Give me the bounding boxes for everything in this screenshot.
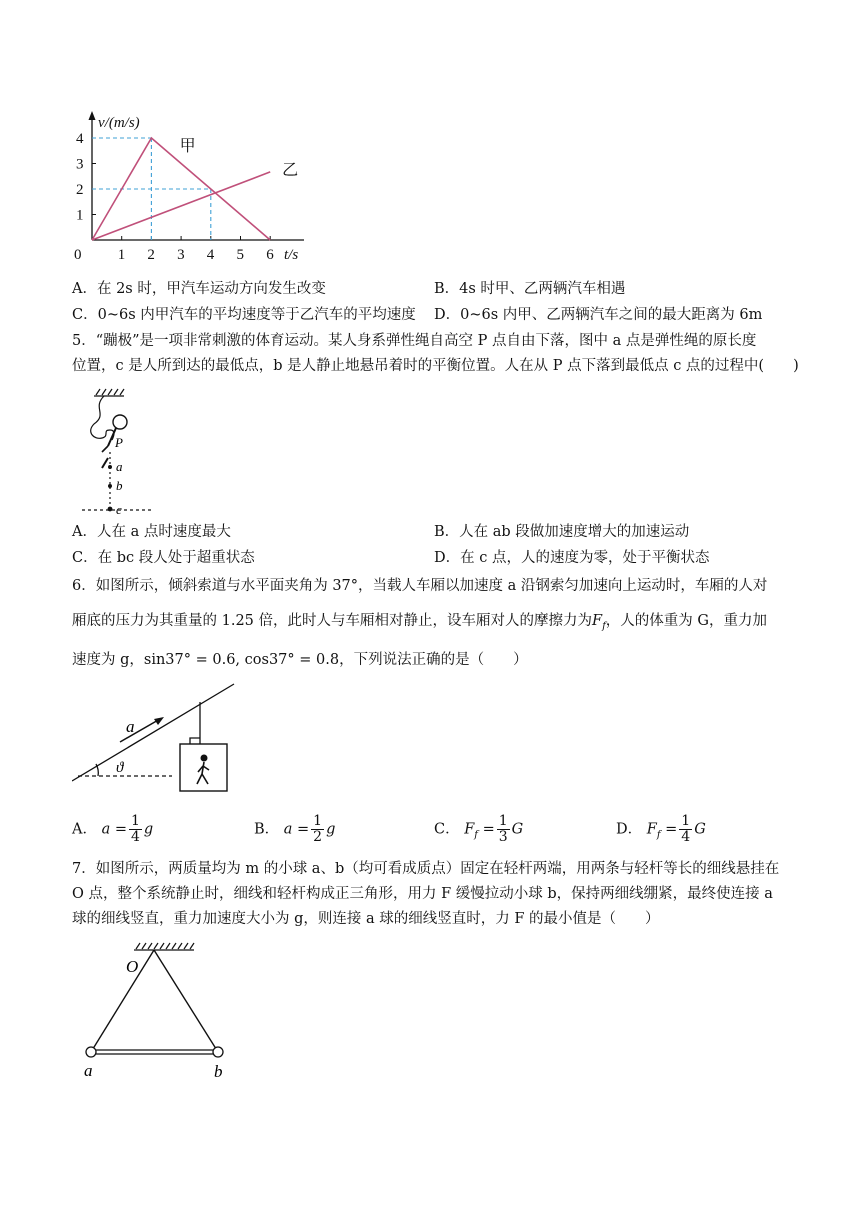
q6-option-d: D． $F_f$ = $\frac{1}{4}$ G — [616, 813, 706, 845]
triangle-figure — [76, 940, 236, 1082]
x-tick-label-4: 4 — [206, 247, 215, 263]
label-a: a — [84, 1061, 93, 1080]
series-label-jia: 甲 — [179, 137, 196, 155]
y-tick-label-1: 1 — [76, 207, 84, 224]
q7-stem-line1: 7．如图所示，两质量均为 m 的小球 a、b（均可看成质点）固定在轻杆两端，用两条与轻杆等长的细线悬挂在 — [72, 861, 780, 877]
q5-option-d: D．在 c 点，人的速度为零，处于平衡状态 — [434, 550, 710, 566]
q4-option-c: C．0~6s 内甲汽车的平均速度等于乙汽车的平均速度 — [72, 307, 416, 323]
string-b — [154, 950, 218, 1052]
q6-option-a: A． a = $\frac{1}{4}$ g — [72, 813, 154, 845]
bungee-figure — [82, 386, 162, 518]
x-tick-label-3: 3 — [177, 247, 185, 263]
ball-b — [213, 1047, 223, 1057]
bungee-label-c: c — [116, 502, 122, 517]
vt-graph — [72, 108, 322, 273]
y-tick-label-3: 3 — [76, 156, 84, 173]
q6-friction-symbol: F — [592, 613, 603, 629]
y-tick-label-4: 4 — [76, 131, 84, 147]
q6-option-c: C． $F_f$ = $\frac{1}{3}$ G — [434, 813, 524, 845]
y-axis-label: v/(m/s) — [98, 115, 140, 131]
series-label-yi: 乙 — [282, 161, 299, 179]
x-tick-label-5: 5 — [236, 247, 244, 263]
q6-stem-line2-pre: 厢底的压力为其重量的 1.25 倍，此时人与车厢相对静止，设车厢对人的摩擦力为 — [72, 613, 593, 629]
q5-option-c: C．在 bc 段人处于超重状态 — [72, 550, 255, 566]
bungee-label-p: P — [115, 435, 123, 450]
x-axis-label: t/s — [284, 247, 299, 263]
q4-option-b: B．4s 时甲、乙两辆汽车相遇 — [434, 281, 626, 297]
q6-stem-line2 — [72, 611, 767, 637]
q7-stem-line2: O 点，整个系统静止时，细线和轻杆构成正三角形，用力 F 缓慢拉动小球 b，保持两细线绷紧，最终使连接 a — [72, 886, 773, 902]
origin-label: 0 — [74, 247, 82, 263]
q6-stem-line1: 6．如图所示，倾斜索道与水平面夹角为 37°，当载人车厢以加速度 a 沿钢索匀加速向上运动时，车厢的人对 — [72, 578, 768, 594]
label-o: O — [126, 957, 139, 976]
ball-a — [86, 1047, 96, 1057]
q7-stem-line3: 球的细线竖直，重力加速度大小为 g，则连接 a 球的细线竖直时，力 F 的最小值是（ ） — [72, 911, 660, 927]
x-tick-label-6: 6 — [266, 247, 274, 263]
fig-label-a: a — [126, 717, 135, 736]
q5-stem-line2: 位置，c 是人所到达的最低点，b 是人静止地悬吊着时的平衡位置。人在从 P 点下落到最低点 c 点的过程中( ) — [72, 358, 799, 374]
bungee-label-a: a — [116, 459, 123, 474]
label-b: b — [214, 1062, 223, 1081]
q5-stem-line1: 5．“蹦极”是一项非常刺激的体育运动。某人身系弹性绳自高空 P 点自由下落，图中 a 点是弹性绳的原长度 — [72, 333, 757, 349]
q4-option-a: A．在 2s 时，甲汽车运动方向发生改变 — [72, 281, 326, 297]
y-axis-arrow — [89, 111, 96, 120]
q5-option-a: A．人在 a 点时速度最大 — [72, 524, 231, 540]
cable-car-figure — [72, 680, 242, 798]
q6-friction-subscript: f — [602, 620, 606, 632]
fig-label-theta: ϑ — [116, 760, 124, 776]
q4-option-d: D．0~6s 内甲、乙两辆汽车之间的最大距离为 6m — [434, 307, 763, 323]
q6-option-b: B． a = $\frac{1}{2}$ g — [254, 813, 336, 845]
q6-stem-line2-post: ，人的体重为 G，重力加 — [605, 613, 767, 629]
x-tick-label-2: 2 — [147, 247, 155, 263]
q6-stem-line3: 速度为 g，sin37° = 0.6, cos37° = 0.8，下列说法正确的是（ ） — [72, 652, 528, 668]
y-tick-label-2: 2 — [76, 182, 84, 198]
series-line-2 — [92, 172, 270, 240]
q5-option-b: B．人在 ab 段做加速度增大的加速运动 — [434, 524, 690, 540]
x-tick-label-1: 1 — [117, 247, 126, 263]
string-a — [91, 950, 154, 1052]
cable — [72, 684, 234, 781]
bungee-label-b: b — [116, 478, 123, 493]
